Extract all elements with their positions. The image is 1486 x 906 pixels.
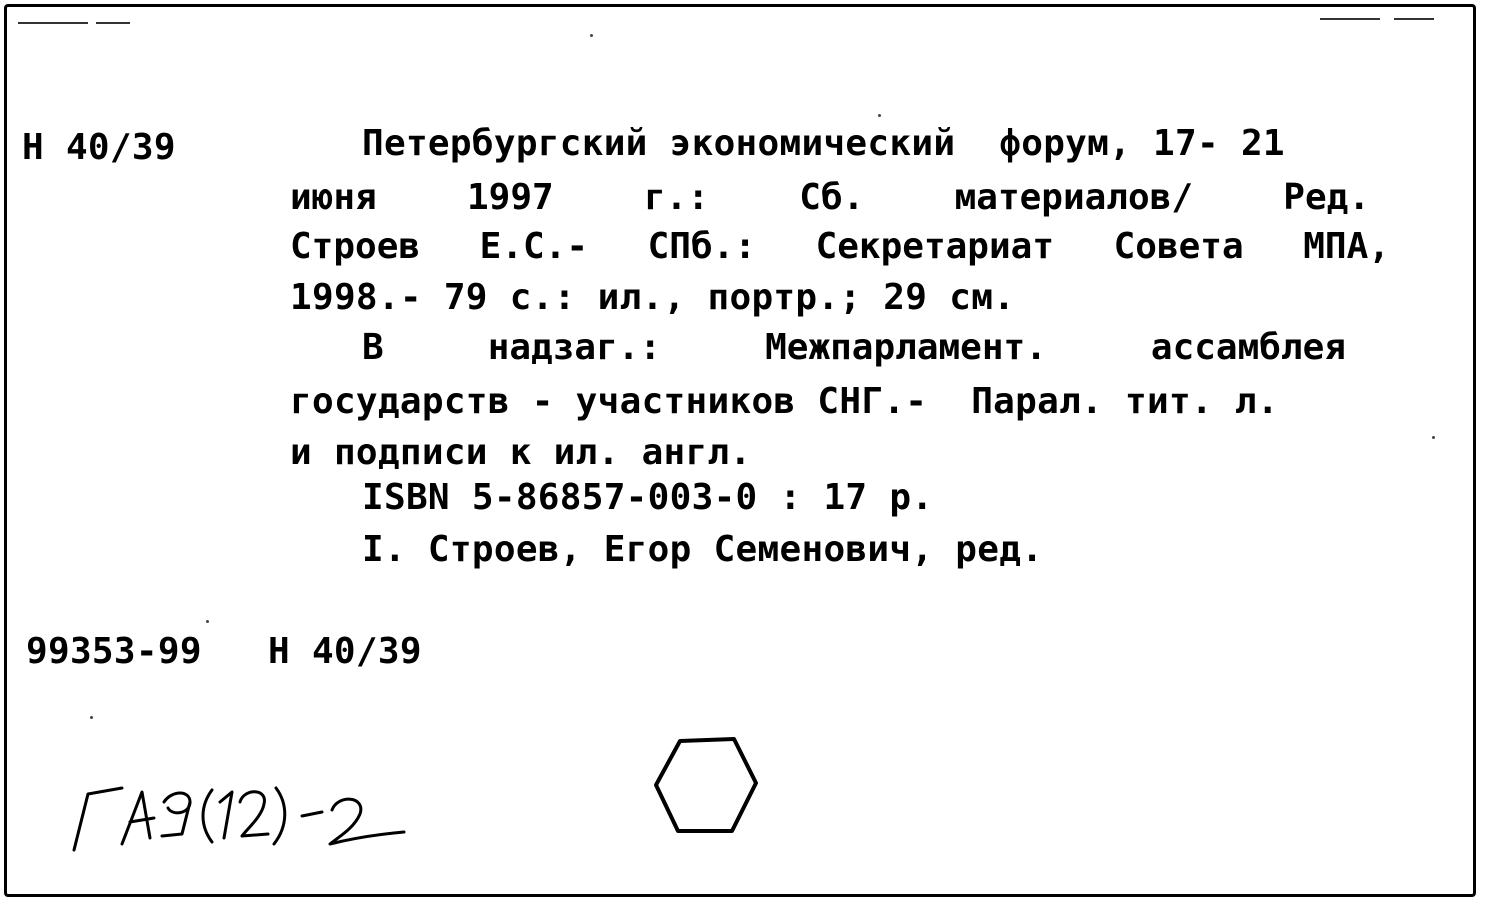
scan-mark [1394,18,1434,20]
note-line: государств - участников СНГ.- Парал. тит. л. [290,381,1279,422]
entry-title-line: Петербургский экономический форум, 17- 21 [362,123,1285,164]
entry-word: МПА, [1303,226,1390,267]
entry-line-justified [290,173,1370,223]
scan-dot [1432,436,1435,439]
entry-line-justified [290,222,1390,272]
note-word: надзаг.: [487,327,662,368]
call-number: Н 40/39 [22,127,176,168]
added-entry: I. Строев, Егор Семенович, ред. [362,529,1044,570]
entry-word: Совета [1113,226,1244,267]
entry-word: г.: [643,177,709,218]
note-word: В [362,327,384,368]
entry-word: Строев [290,226,421,267]
note-word: ассамблея [1150,327,1346,368]
entry-word: Е.С.- [479,226,589,267]
entry-word: материалов/ [954,177,1194,218]
scan-dot [90,716,93,719]
scan-mark [18,22,88,24]
note-line: и подписи к ил. англ. [290,432,752,473]
inventory-call-number: Н 40/39 [268,631,422,672]
entry-word: Секретариат [815,226,1054,267]
scan-dot [206,620,209,623]
entry-word: июня [290,177,377,218]
entry-word: СПб.: [647,226,756,267]
isbn-line: ISBN 5-86857-003-0 : 17 р. [362,477,934,518]
scan-dot [878,114,881,117]
scan-mark [96,22,130,24]
entry-word: 1997 [466,177,554,218]
entry-word: Сб. [799,177,865,218]
note-line-justified [362,323,1346,373]
note-word: Межпарламент. [765,327,1047,368]
hexagon-stamp [652,735,762,835]
scan-mark [1320,18,1380,20]
handwritten-shelf-mark [64,772,444,862]
imprint-line: 1998.- 79 с.: ил., портр.; 29 см. [290,277,1016,318]
entry-word: Ред. [1283,177,1370,218]
scan-dot [590,34,593,37]
inventory-number: 99353-99 [26,631,202,672]
